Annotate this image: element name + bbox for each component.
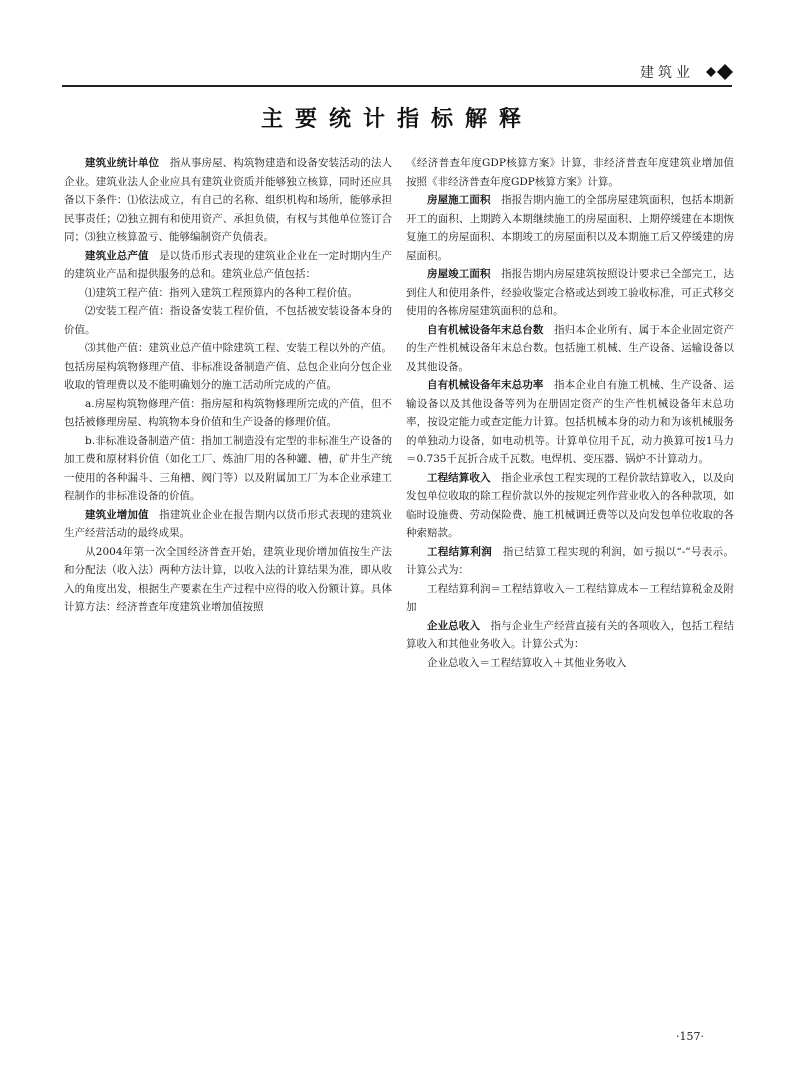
paragraph <box>64 339 392 395</box>
paragraph-text: 工程结算利润＝工程结算收入－工程结算成本－工程结算税金及附加 <box>406 582 734 613</box>
section-label: 建筑业 <box>640 65 694 81</box>
paragraph-text: 指本企业自有施工机械、生产设备、运输设备以及其他设备等列为在册固定资产的生产性机械设备年末总功率，按设定能力或查定能力计算。包括机械本身的动力和为该机械服务的单独动力设备，如电动机等。计算单位用千瓦，动力换算可按1马力＝0.735千瓦折合成千瓦数。电焊机、变压器、锅炉不计算动力。 <box>406 379 735 465</box>
paragraph <box>64 432 392 506</box>
paragraph <box>406 154 734 191</box>
paragraph <box>64 247 392 284</box>
paragraph <box>64 395 392 432</box>
paragraph <box>64 154 392 247</box>
term-heading: 自有机械设备年末总台数 <box>427 323 544 336</box>
paragraph <box>406 321 734 377</box>
paragraph <box>406 580 734 617</box>
paragraph-text: 指从事房屋、构筑物建造和设备安装活动的法人企业。建筑业法人企业应具有建筑业资质并能够独立核算，同时还应具备以下条件：⑴依法成立，有自己的名称、组织机构和场所，能够承担民事责任；⑵独立拥有和使用资产、承担负债，有权与其他单位签订合同；⑶独立核算盈亏、能够编制资产负债表。 <box>64 157 393 243</box>
term-heading: 建筑业增加值 <box>85 508 149 521</box>
paragraph <box>64 302 392 339</box>
paragraph-text: 指报告期内房屋建筑按照设计要求已全部完工，达到住人和使用条件，经验收鉴定合格或达到竣工验收标准，可正式移交使用的各栋房屋建筑面积的总和。 <box>406 268 735 317</box>
paragraph-text: 是以货币形式表现的建筑业企业在一定时期内生产的建筑业产品和提供服务的总和。建筑业总产值包括： <box>64 249 393 280</box>
paragraph <box>406 654 734 673</box>
term-heading: 工程结算收入 <box>427 471 491 484</box>
paragraph <box>406 265 734 321</box>
term-heading: 企业总收入 <box>427 619 480 632</box>
paragraph <box>406 191 734 265</box>
left-column <box>64 154 392 617</box>
header-rule <box>62 85 732 87</box>
paragraph-text: 指归本企业所有、属于本企业固定资产的生产性机械设备年末总台数。包括施工机械、生产设备、运输设备以及其他设备。 <box>406 323 735 373</box>
paragraph-text: a.房屋构筑物修理产值：指房屋和构筑物修理所完成的产值，但不包括被修理房屋、构筑物本身价值和生产设备的修理价值。 <box>64 397 392 428</box>
paragraph-text: b.非标准设备制造产值：指加工制造没有定型的非标准生产设备的加工费和原材料价值（如化工厂、炼油厂用的各种罐、槽，矿井生产统一使用的各种漏斗、三角槽、阀门等）以及附属加工厂为本企业承建工程制作的非标准设备的价值。 <box>64 434 392 502</box>
term-heading: 自有机械设备年末总功率 <box>427 379 544 391</box>
paragraph-text: ⑴建筑工程产值：指列入建筑工程预算内的各种工程价值。 <box>85 286 358 299</box>
page-number: ·157· <box>676 1030 704 1043</box>
paragraph <box>406 543 734 580</box>
paragraph-text: 企业总收入＝工程结算收入＋其他业务收入 <box>427 656 627 669</box>
paragraph-text: 指已结算工程实现的利润，如亏损以“-”号表示。计算公式为： <box>406 545 734 576</box>
paragraph-text: ⑵安装工程产值：指设备安装工程价值，不包括被安装设备本身的价值。 <box>64 305 392 336</box>
term-heading: 房屋施工面积 <box>427 194 491 206</box>
paragraph-text: 从2004年第一次全国经济普查开始，建筑业现价增加值按生产法和分配法（收入法）两种方法计算，以收入法的计算结果为准，即从收入的角度出发，根据生产要素在生产过程中应得的收入份额计算。具体计算方法：经济普查年度建筑业增加值按照 <box>64 545 392 613</box>
paragraph-text: 指与企业生产经营直接有关的各项收入，包括工程结算收入和其他业务收入。计算公式为： <box>406 619 735 650</box>
paragraph-text: 指企业承包工程实现的工程价款结算收入，以及向发包单位收取的除工程价款以外的按规定列作营业收入的各种款项，如临时设施费、劳动保险费、施工机械调迁费等以及向发包单位收取的各种索赔款。 <box>406 471 735 539</box>
paragraph <box>64 543 392 617</box>
paragraph <box>64 284 392 303</box>
term-heading: 建筑业统计单位 <box>85 157 160 169</box>
diamond-ornament-icon <box>700 64 740 80</box>
paragraph-text: 指报告期内施工的全部房屋建筑面积，包括本期新开工的面积、上期跨入本期继续施工的房屋面积、上期停缓建在本期恢复施工的房屋面积、本期竣工的房屋面积以及本期施工后又停缓建的房屋面积。 <box>406 194 735 262</box>
paragraph <box>64 506 392 543</box>
paragraph <box>406 617 734 654</box>
term-heading: 房屋竣工面积 <box>427 268 491 280</box>
paragraph-text: 《经济普查年度GDP核算方案》计算，非经济普查年度建筑业增加值按照《非经济普查年度GDP核算方案》计算。 <box>406 157 734 188</box>
page-title: 主要统计指标解释 <box>260 107 533 132</box>
paragraph <box>406 376 734 469</box>
term-heading: 工程结算利润 <box>427 545 493 558</box>
right-column <box>406 154 734 672</box>
paragraph-text: ⑶其他产值：建筑业总产值中除建筑工程、安装工程以外的产值。包括房屋构筑物修理产值、非标准设备制造产值、总包企业向分包企业收取的管理费以及不能明确划分的施工活动所完成的产值。 <box>64 342 392 391</box>
paragraph-text: 指建筑业企业在报告期内以货币形式表现的建筑业生产经营活动的最终成果。 <box>64 508 393 539</box>
term-heading: 建筑业总产值 <box>85 249 149 262</box>
paragraph <box>406 469 734 543</box>
